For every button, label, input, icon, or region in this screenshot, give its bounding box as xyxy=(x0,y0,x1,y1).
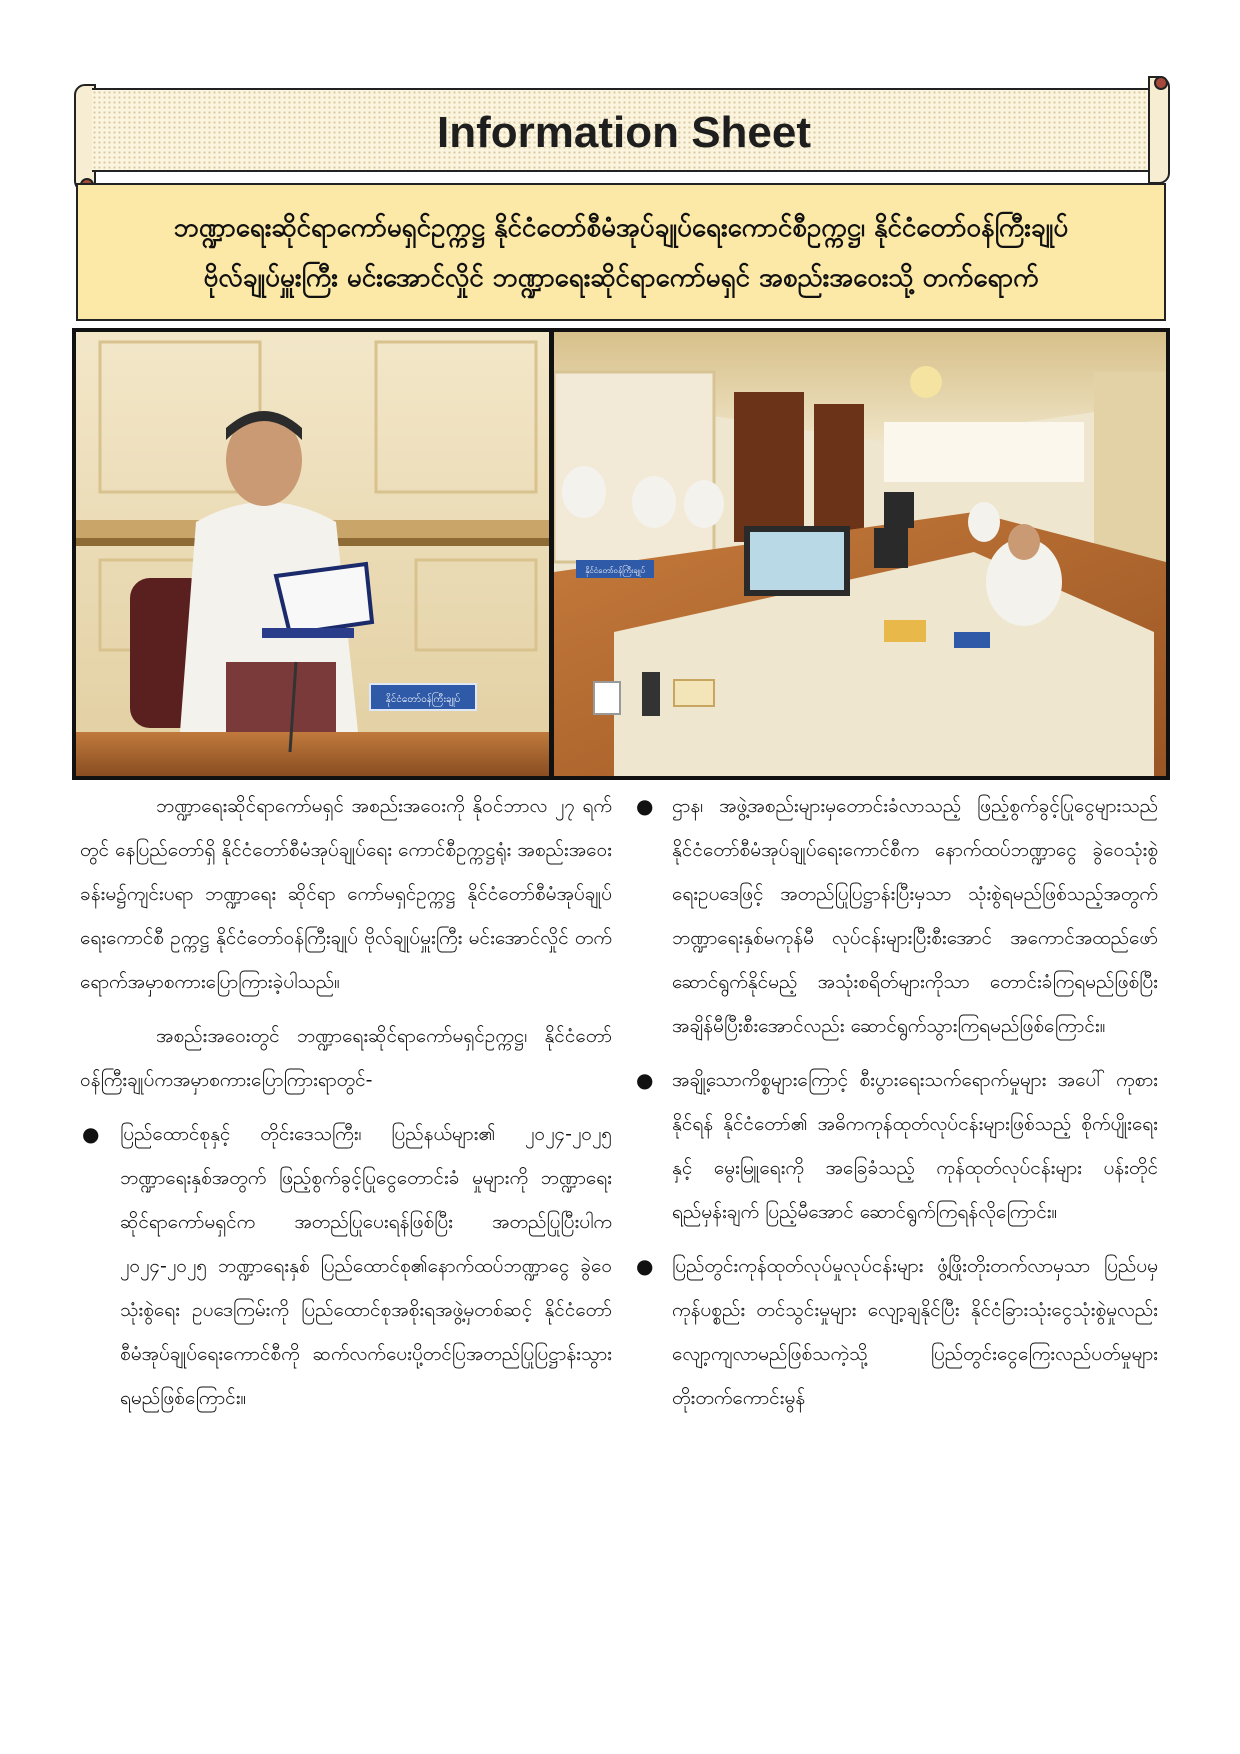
right-column xyxy=(636,784,1158,1430)
bullet-text: အချို့သောကိစ္စများကြောင့် စီးပွားရေးသက်ရောက်မှုများ အပေါ် ကုစားနိုင်ရန် နိုင်ငံတော်၏ အဓိကကုန်ထုတ်လုပ်ငန်းများဖြစ်သည့် စိုက်ပျိုးရေးနှင့် မွေးမြူရေးကို အခြေခံသည့် ကုန်ထုတ်လုပ်ငန်းများ ပန်းတိုင်ရည်မှန်းချက် ပြည့်မီအောင် ဆောင်ရွက်ကြရန်လိုကြောင်း။ xyxy=(672,1069,1158,1223)
left-column xyxy=(80,784,612,1420)
list-item xyxy=(80,1112,612,1420)
bullet-text: ဌာန၊ အဖွဲ့အစည်းများမှတောင်းခံလာသည့် ဖြည့်စွက်ခွင့်ပြုငွေများသည် နိုင်ငံတော်စီမံအုပ်ချုပ်ရေးကောင်စီက နောက်ထပ်ဘဏ္ဍာငွေ ခွဲဝေသုံးစွဲရေးဥပဒေဖြင့် အတည်ပြုပြဋ္ဌာန်းပြီးမှသာ သုံးစွဲရမည်ဖြစ်သည့်အတွက် ဘဏ္ဍာရေးနှစ်မကုန်မီ လုပ်ငန်းများပြီးစီးအောင် အကောင်အထည်ဖော်ဆောင်ရွက်နိုင်မည့် အသုံးစရိတ်များကိုသာ တောင်းခံကြရမည်ဖြစ်ပြီး အချိန်မီပြီးစီးအောင်လည်း ဆောင်ရွက်သွားကြရမည်ဖြစ်ကြောင်း။ xyxy=(672,795,1158,1037)
nameplate-left: နိုင်ငံတော်ဝန်ကြီးချုပ် xyxy=(385,694,461,705)
paragraph-meeting: အစည်းအဝေးတွင် ဘဏ္ဍာရေးဆိုင်ရာကော်မရှင်ဥက္ကဋ္ဌ၊ နိုင်ငံတော်ဝန်ကြီးချုပ်ကအမှာစကားပြောကြားရာတွင်- xyxy=(80,1025,612,1091)
bullet-dot-icon: ● xyxy=(636,794,654,818)
photo-meeting-room xyxy=(554,332,1166,776)
scroll-curl-right xyxy=(1148,76,1170,184)
photo-speaker xyxy=(76,332,549,776)
scroll-knob-icon xyxy=(1154,76,1168,90)
headline-box xyxy=(76,183,1166,321)
bullet-dot-icon: ● xyxy=(82,1122,100,1146)
title-banner xyxy=(92,88,1156,172)
paragraph-intro: ဘဏ္ဍာရေးဆိုင်ရာကော်မရှင် အစည်းအဝေးကို နိုဝင်ဘာလ ၂၇ ရက်တွင် နေပြည်တော်ရှိ နိုင်ငံတော်စီမံအုပ်ချုပ်ရေး ကောင်စီဥက္ကဋ္ဌရုံး အစည်းအဝေးခန်းမ၌ကျင်းပရာ ဘဏ္ဍာရေး ဆိုင်ရာ ကော်မရှင်ဥက္ကဋ္ဌ နိုင်ငံတော်စီမံအုပ်ချုပ်ရေးကောင်စီ ဥက္ကဋ္ဌ နိုင်ငံတော်ဝန်ကြီးချုပ် ဗိုလ်ချုပ်မှူးကြီး မင်းအောင်လှိုင် တက်ရောက်အမှာစကားပြောကြားခဲ့ပါသည်။ xyxy=(80,795,612,993)
photo-speaker-illustration xyxy=(76,332,549,776)
bullet-dot-icon: ● xyxy=(636,1254,654,1278)
bullet-text: ပြည်တွင်းကုန်ထုတ်လုပ်မှုလုပ်ငန်းများ ဖွံ့ဖြိုးတိုးတက်လာမှသာ ပြည်ပမှကုန်ပစ္စည်း တင်သွင်းမှုများ လျော့ချနိုင်ပြီး နိုင်ငံခြားသုံးငွေသုံးစွဲမှုလည်း လျော့ကျလာမည်ဖြစ်သကဲ့သို့ ပြည်တွင်းငွေကြေးလည်ပတ်မှုများ တိုးတက်ကောင်းမွန် xyxy=(672,1255,1158,1409)
photo-meeting-illustration xyxy=(554,332,1166,776)
headline-line-1: ဘဏ္ဍာရေးဆိုင်ရာကော်မရှင်ဥက္ကဋ္ဌ နိုင်ငံတော်စီမံအုပ်ချုပ်ရေးကောင်စီဥက္ကဋ္ဌ၊ နိုင်ငံတော်ဝန်ကြီးချုပ် xyxy=(173,213,1069,243)
list-item xyxy=(636,1244,1158,1420)
headline-line-2: ဗိုလ်ချုပ်မှူးကြီး မင်းအောင်လှိုင် ဘဏ္ဍာရေးဆိုင်ရာကော်မရှင် အစည်းအဝေးသို့ တက်ရောက် xyxy=(203,263,1039,293)
list-item xyxy=(636,1058,1158,1234)
nameplate-right: နိုင်ငံတော်ဝန်ကြီးချုပ် xyxy=(585,566,645,575)
page-title: Information Sheet xyxy=(436,108,812,157)
bullet-dot-icon: ● xyxy=(636,1068,654,1092)
photo-frame xyxy=(72,328,1170,780)
list-item xyxy=(636,784,1158,1048)
bullet-text: ပြည်ထောင်စုနှင့် တိုင်းဒေသကြီး၊ ပြည်နယ်များ၏ ၂၀၂၄-၂၀၂၅ ဘဏ္ဍာရေးနှစ်အတွက် ဖြည့်စွက်ခွင့်ပြုငွေတောင်းခံ မှုများကို ဘဏ္ဍာရေးဆိုင်ရာကော်မရှင်က အတည်ပြုပေးရန်ဖြစ်ပြီး အတည်ပြုပြီးပါက ၂၀၂၄-၂၀၂၅ ဘဏ္ဍာရေးနှစ် ပြည်ထောင်စု၏နောက်ထပ်ဘဏ္ဍာငွေ ခွဲဝေသုံးစွဲရေး ဥပဒေကြမ်းကို ပြည်ထောင်စုအစိုးရအဖွဲ့မှတစ်ဆင့် နိုင်ငံတော်စီမံအုပ်ချုပ်ရေးကောင်စီကို ဆက်လက်ပေးပို့တင်ပြအတည်ပြုပြဋ္ဌာန်းသွားရမည်ဖြစ်ကြောင်း။ xyxy=(120,1123,612,1409)
